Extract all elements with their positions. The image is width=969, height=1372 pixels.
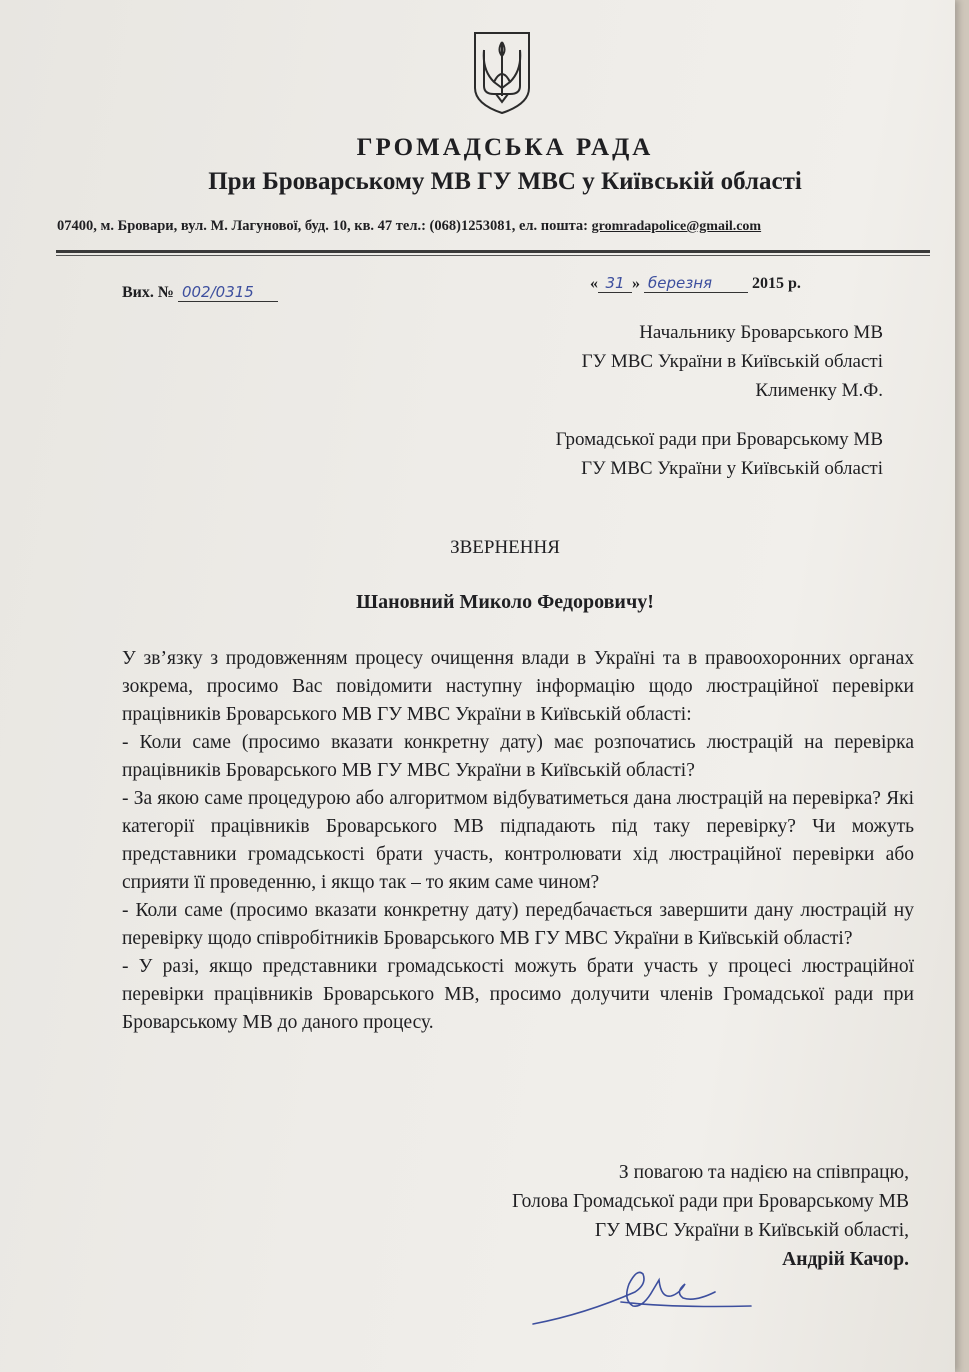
trident-coat-of-arms-icon — [472, 30, 532, 116]
organization-title: ГРОМАДСЬКА РАДА — [356, 134, 654, 161]
salutation: Шановний Миколо Федоровичу! — [356, 591, 654, 613]
recipient-line: ГУ МВС України в Київській області — [581, 351, 883, 372]
organization-address — [57, 218, 761, 235]
recipient-line: Клименку М.Ф. — [755, 380, 883, 401]
letter-date — [590, 274, 801, 293]
date-day: 31 — [598, 274, 632, 293]
header-divider — [56, 250, 930, 253]
email-link[interactable]: gromradapolice@gmail.com — [591, 219, 762, 234]
sender-block — [556, 425, 883, 483]
letter-body — [122, 645, 914, 1037]
body-paragraph: - За якою саме процедурою або алгоритмом відбуватиметься дана люстрацій на перевірка? Які категорії працівників Броварського МВ підпадають під таку перевірку? Чи можуть представники громадськості брати участь, контролювати хід люстраційної перевірки або сприяти її проведенню, і якщо так – то яким саме чином? — [122, 788, 914, 893]
closing-line: ГУ МВС України в Київській області, — [594, 1220, 909, 1241]
sender-line: Громадської ради при Броварському МВ — [555, 429, 883, 450]
address-text: 07400, м. Бровари, вул. М. Лагунової, буд. 10, кв. 47 тел.: (068)1253081, ел. пошта: — [57, 218, 592, 234]
body-paragraph: - Коли саме (просимо вказати конкретну дату) передбачається завершити дану люстрацій ну перевірку щодо співробітників Броварського МВ ГУ МВС України в Київській області? — [122, 900, 914, 949]
document-heading: ЗВЕРНЕННЯ — [450, 537, 560, 558]
date-month: березня — [644, 274, 748, 293]
outgoing-number — [122, 283, 278, 302]
handwritten-signature — [525, 1262, 755, 1332]
closing-line: Голова Громадської ради при Броварському МВ — [512, 1191, 909, 1212]
recipient-line: Начальнику Броварського МВ — [639, 322, 883, 343]
date-open-quote: « — [590, 275, 598, 292]
closing-line: З повагою та надією на співпрацю, — [618, 1162, 909, 1183]
recipient-block — [582, 318, 883, 405]
outgoing-label: Вих. № — [122, 284, 174, 301]
body-paragraph: У зв’язку з продовженням процесу очищення влади в Україні та в правоохоронних органах зокрема, просимо Вас повідомити наступну інформацію щодо люстраційної перевірки працівників Броварського МВ ГУ МВС України в Київській області: — [122, 648, 914, 725]
body-paragraph: - У разі, якщо представники громадськості можуть брати участь у процесі люстраційної перевірки працівників Броварського МВ, просимо долучити членів Громадської ради при Броварському МВ до даного процесу. — [122, 956, 914, 1033]
closing-block — [512, 1158, 909, 1274]
body-paragraph: - Коли саме (просимо вказати конкретну дату) має розпочатись люстрацій на перевірка працівників Броварського МВ ГУ МВС України в Київській області? — [122, 732, 914, 781]
header-divider-thin — [56, 255, 930, 256]
date-year: 2015 р. — [752, 275, 801, 292]
date-close-quote: » — [632, 275, 640, 292]
outgoing-number-value: 002/0315 — [178, 283, 278, 302]
signer-name: Андрій Качор. — [782, 1249, 909, 1270]
sender-line: ГУ МВС України у Київській області — [581, 458, 883, 479]
organization-subtitle: При Броварському МВ ГУ МВС у Київській області — [208, 168, 802, 195]
